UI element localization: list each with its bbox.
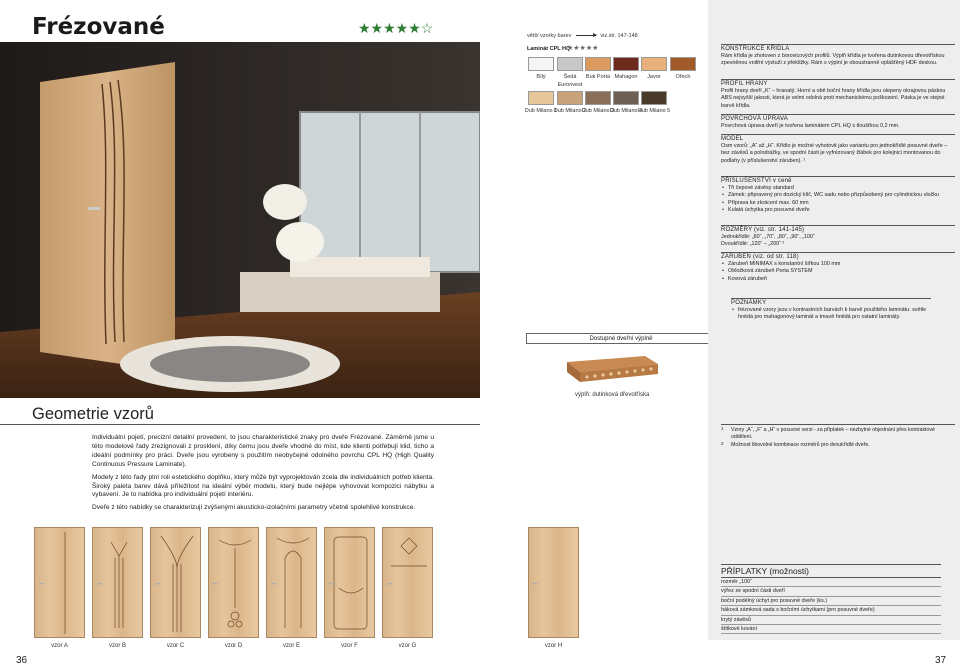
divider <box>0 424 480 425</box>
interior-photo <box>0 42 480 398</box>
fill-image <box>565 354 660 384</box>
swatch <box>585 57 611 71</box>
spec-heading: PŘÍSLUŠENSTVÍ v ceně <box>721 176 955 185</box>
spec-povrch <box>721 114 955 130</box>
door-label: vzor A <box>51 643 68 649</box>
spec-text: Rám křídla je zhotoven z borovicových profilů. Výplň křídla je tvořena dutinkovou dřevotřískou zpevněnou vnitřní výztuží z překližky. Rám s výplní je oboustranně oplášťěný HDF deskou. <box>721 53 945 67</box>
door-thumbnail <box>208 527 259 638</box>
extras-row: výřez ze spodní části dveří <box>721 587 941 596</box>
swatch-label: Mahagon <box>614 74 638 80</box>
door-label: vzor E <box>282 643 300 649</box>
spec-item: • Příprava ke zkrácení max. 60 mm <box>728 200 955 207</box>
swatch <box>641 91 667 105</box>
spec-heading: KONSTRUKCE KŘÍDLA <box>721 44 955 53</box>
spec-item: • Zárubeň MINIMAX s konstantní šířkou 100 mm <box>728 261 955 268</box>
swatch-label: Buk Porta <box>585 74 611 80</box>
geometry-text <box>92 434 434 517</box>
extras-row: krytý závěsů <box>721 616 941 625</box>
door-thumbnail <box>92 527 143 638</box>
spec-zarubne <box>721 252 955 283</box>
spec-item: • Zámek: připravený pro dozický klíč, WC sadu nebo přizpůsobený pro cylindrickou vložku <box>728 192 955 199</box>
door-label: vzor F <box>341 643 358 649</box>
door-thumbnail <box>34 527 85 638</box>
door-thumbnail <box>382 527 433 638</box>
swatch <box>585 91 611 105</box>
laminate-stars: ★★★★★ <box>567 45 599 52</box>
swatch <box>528 57 554 71</box>
swatch-label: Dub Milano 2 <box>553 108 587 114</box>
extras-table <box>721 564 941 634</box>
spec-heading: ROZMĚRY (viz. str. 141-145) <box>721 225 955 234</box>
spec-item: • Kulatá úchytka pro posuvné dveře <box>728 207 955 214</box>
spec-prislus <box>721 176 955 214</box>
paragraph: Individuální pojetí, precizní detailní provedení, to jsou charakteristické znaky pro dveře Frézované. Záměrně jsme u této modelové řady zrezignovali z prosklení, díky čemu jsou dveře vhodné do míst, kde klienti potřebují klid, ticho a ideální podmínky pro práci. Dveře jsou vyrobeny s použitím neobyčejně odolného povrchu CPL HQ (High Quality Continuous Pressure Laminate). <box>92 434 434 468</box>
swatch-label: Dub Milano 4 <box>609 108 643 114</box>
paragraph: Dveře z této nabídky se charakterizují zvýšenými akusticko-izolačními parametry včetně spolehlivé konstrukce. <box>92 504 416 512</box>
notes <box>731 298 931 322</box>
door-label: vzor H <box>544 643 563 649</box>
swatch-label: Dub Milano 1 <box>524 108 558 114</box>
swatch <box>641 57 667 71</box>
spec-text: Osm vzorů: „A“ až „H“. Křídlo je možné vyhotovit jako variantu pro jednokřídlé posuvné dveře – bez závěsů a polodrážky, ve spodní části je vyfrézovaný žlábek pro kolejnici montovanou do podlahy (v příslušenství záruben). ¹ <box>721 143 948 164</box>
spec-item: • Tři čepové závěsy standard <box>728 185 955 192</box>
swatch <box>557 57 583 71</box>
spec-item: • Obložková zárubeň Porta SYSTEM <box>728 268 955 275</box>
extras-heading: PŘÍPLATKY (možnosti) <box>721 564 941 578</box>
section-title: Geometrie vzorů <box>32 405 154 423</box>
footnote: 1 Vzory „A“, „F“ a „H“ v posuvné verzi - za příplatek – nezbytné objednání přes kontraktové oddělení. <box>721 426 935 440</box>
spec-heading: POVRCHOVÁ ÚPRAVA <box>721 114 955 123</box>
spec-text: Povrchová úprava dveří je tvořena laminátem CPL HQ s tloušťkou 0,2 mm. <box>721 123 900 130</box>
paragraph: Modely z této řady plní roli estetického doplňku, který může být vyprojektován zcela dle individuálních potřeb klienta. Široký paleta barev dává příležitost na ideální výběr modelu, který bude nejlépe vyhovovat kompozici nábytku a vybavení. Je to nabídka pro individuální pojetí interiéru. <box>92 473 434 499</box>
more-samples-ref: viz.str. 147-148 <box>600 33 638 39</box>
swatch-label: Ořech <box>675 74 691 80</box>
door-thumbnail <box>266 527 317 638</box>
spec-text: Jednokřídlé: „60“, „70“, „80“, „90“, „100“ <box>721 234 815 241</box>
door-label: vzor G <box>398 643 417 649</box>
page-title: Frézované <box>32 14 165 40</box>
arrow-right-icon <box>576 35 596 36</box>
extras-row: rozměr „100“ <box>721 578 941 587</box>
swatch <box>613 91 639 105</box>
swatch <box>670 57 696 71</box>
spec-text: Profil hrany dveří „K“ – hranatý. Horní a obě boční hrany křídla jsou olepeny okrajovou páskou ABS nejvyšší jakosti, která je velmi odolná proti mechanickému poškození. Páska je ve stejné barvě křídla. <box>721 88 946 109</box>
swatch-label: Dub Milano 5 <box>637 108 671 114</box>
footnote: 2 Možnost libovolné kombinace rozměrů pro dvoukřídlé dveře. <box>721 441 870 449</box>
footnotes <box>721 424 955 449</box>
door-thumbnail <box>528 527 579 638</box>
extras-row: boční podélný úchyt pro posuvné dveře (ks.) <box>721 597 941 606</box>
laminate-label: Laminát CPL HQ <box>527 46 571 52</box>
door-label: vzor B <box>108 643 126 649</box>
spec-konstrukce <box>721 44 955 68</box>
extras-row: štítkové kování <box>721 625 941 634</box>
spec-heading: PROFIL HRANY <box>721 79 955 88</box>
spec-rozmery <box>721 225 955 249</box>
spec-heading: MODEL <box>721 134 955 143</box>
swatch <box>528 91 554 105</box>
swatch-label: Javor <box>647 74 661 80</box>
fill-label: Dostupné dveřní výplně <box>526 333 716 344</box>
spec-item: • Kovová zárubeň <box>728 276 955 283</box>
spec-model <box>721 134 955 165</box>
notes-heading: POZNÁMKY <box>731 298 931 307</box>
door-label: vzor C <box>166 643 185 649</box>
swatch-label: Šedá Euronvest <box>557 74 583 88</box>
swatch-label: Bílý <box>536 74 546 80</box>
fill-caption: výplň: dutinková dřevotříska <box>575 392 650 398</box>
door-thumbnail <box>150 527 201 638</box>
spec-heading: ZÁRUBEŇ (viz. od str. 118) <box>721 252 955 261</box>
swatch <box>557 91 583 105</box>
spec-profil <box>721 79 955 110</box>
swatch <box>613 57 639 71</box>
page-number-left: 36 <box>16 655 28 666</box>
rating-stars: ★★★★★☆ <box>358 20 434 36</box>
more-samples-label: větší vzorky barev <box>527 33 572 39</box>
notes-item: • frézované vzory jsou v kontrastních barvách k barvě použitého laminátu: světle hnědá pro mahagonový laminát a tmavě hnědá pro ostatní lamináty. <box>738 307 931 321</box>
swatch-label: Dub Milano 3 <box>581 108 615 114</box>
extras-row: háková zámková sada s bočními úchytkami (pro posuvné dveře) <box>721 606 941 615</box>
door-thumbnail <box>324 527 375 638</box>
page-number-right: 37 <box>935 655 947 666</box>
spec-text: Dvoukřídlé: „120“ – „200“ ² <box>721 241 785 248</box>
door-label: vzor D <box>224 643 243 649</box>
more-samples-note <box>527 33 638 39</box>
